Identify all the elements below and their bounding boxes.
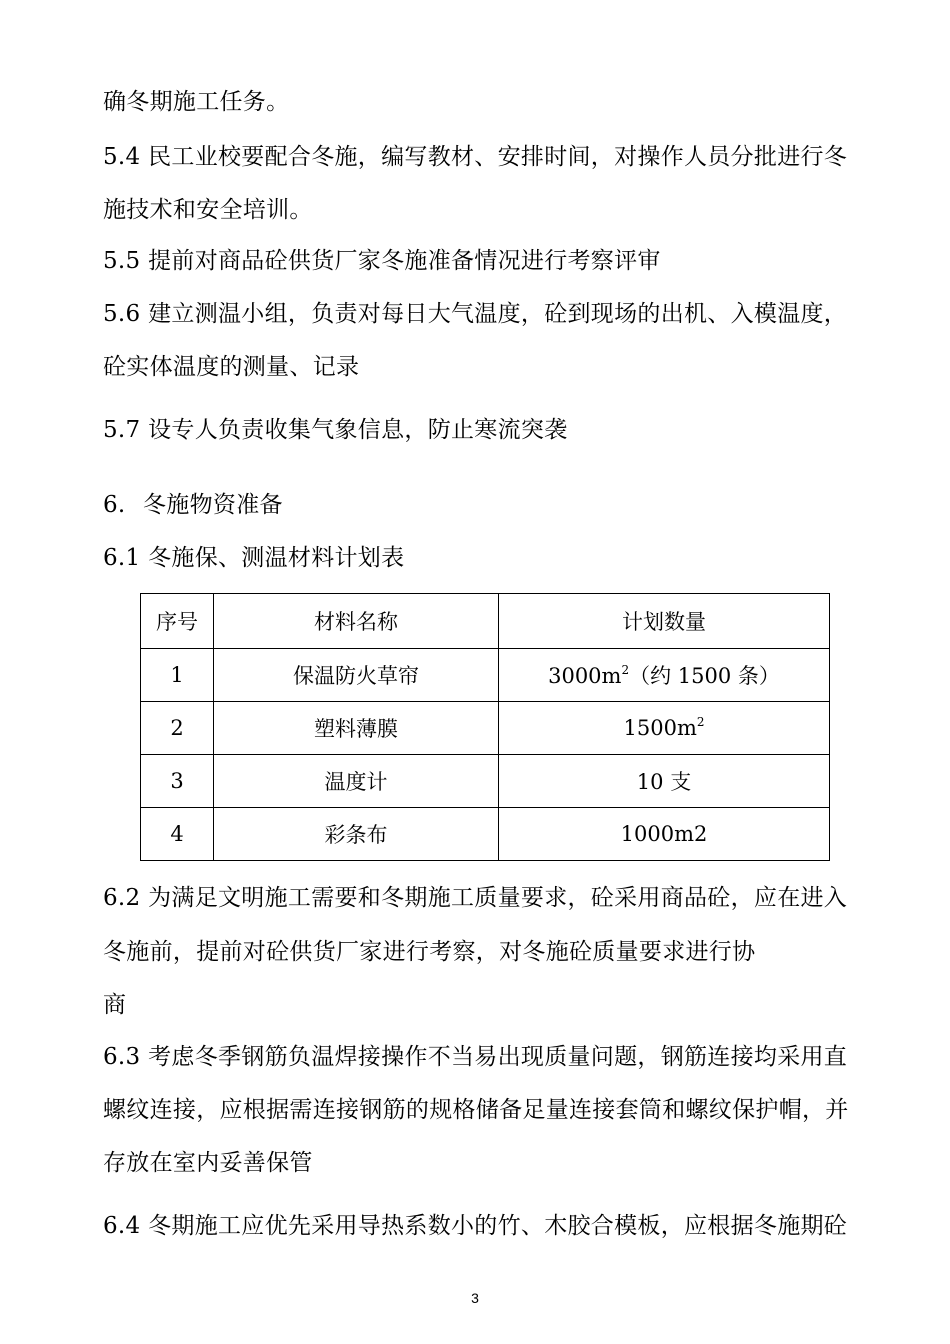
cell-name: 塑料薄膜	[214, 702, 499, 755]
cell-no: 2	[141, 702, 214, 755]
table-row	[141, 755, 830, 808]
paragraph-line: 施技术和安全培训。	[103, 197, 313, 223]
paragraph-line: 5.7 设专人负责收集气象信息，防止寒流突袭	[103, 417, 568, 443]
paragraph-line: 冬施前，提前对砼供货厂家进行考察，对冬施砼质量要求进行协	[103, 939, 756, 965]
qty-value: 1500m	[623, 716, 697, 740]
table-caption: 6.1 冬施保、测温材料计划表	[103, 545, 405, 571]
paragraph-line: 砼实体温度的测量、记录	[103, 354, 360, 380]
cell-qty: 10 支	[499, 755, 830, 808]
table-row	[141, 702, 830, 755]
qty-superscript: 2	[696, 715, 705, 729]
paragraph-line: 5.4 民工业校要配合冬施，编写教材、安排时间，对操作人员分批进行冬	[103, 144, 848, 170]
header-cell: 材料名称	[214, 594, 499, 649]
header-cell: 计划数量	[499, 594, 830, 649]
table-header-row	[141, 594, 830, 649]
section-number: 6.	[103, 492, 126, 518]
section-title: 冬施物资准备	[143, 492, 283, 518]
cell-name: 保温防火草帘	[214, 649, 499, 702]
paragraph-line: 6.4 冬期施工应优先采用导热系数小的竹、木胶合模板，应根据冬施期砼	[103, 1213, 848, 1239]
paragraph-line: 6.2 为满足文明施工需要和冬期施工质量要求，砼采用商品砼，应在进入	[103, 885, 848, 911]
cell-qty	[499, 649, 830, 702]
qty-superscript: 2	[621, 663, 630, 677]
cell-no: 3	[141, 755, 214, 808]
table-row	[141, 649, 830, 702]
paragraph-line: 螺纹连接，应根据需连接钢筋的规格储备足量连接套筒和螺纹保护帽，并	[103, 1097, 849, 1123]
qty-value: 3000m	[548, 664, 622, 688]
cell-no: 1	[141, 649, 214, 702]
table-row	[141, 808, 830, 861]
qty-note: （约 1500 条）	[629, 664, 780, 688]
paragraph-line: 5.5 提前对商品砼供货厂家冬施准备情况进行考察评审	[103, 248, 661, 274]
section-heading	[103, 490, 283, 520]
header-cell: 序号	[141, 594, 214, 649]
paragraph-line: 5.6 建立测温小组，负责对每日大气温度，砼到现场的出机、入模温度，	[103, 301, 848, 327]
paragraph-line: 存放在室内妥善保管	[103, 1150, 313, 1176]
cell-qty: 1000m2	[499, 808, 830, 861]
cell-name: 彩条布	[214, 808, 499, 861]
materials-table	[140, 593, 830, 861]
paragraph-line: 商	[103, 992, 127, 1018]
cell-name: 温度计	[214, 755, 499, 808]
cell-qty	[499, 702, 830, 755]
paragraph-line: 确冬期施工任务。	[103, 89, 290, 115]
paragraph-line: 6.3 考虑冬季钢筋负温焊接操作不当易出现质量问题，钢筋连接均采用直	[103, 1044, 848, 1070]
page-number: 3	[471, 1290, 479, 1306]
cell-no: 4	[141, 808, 214, 861]
